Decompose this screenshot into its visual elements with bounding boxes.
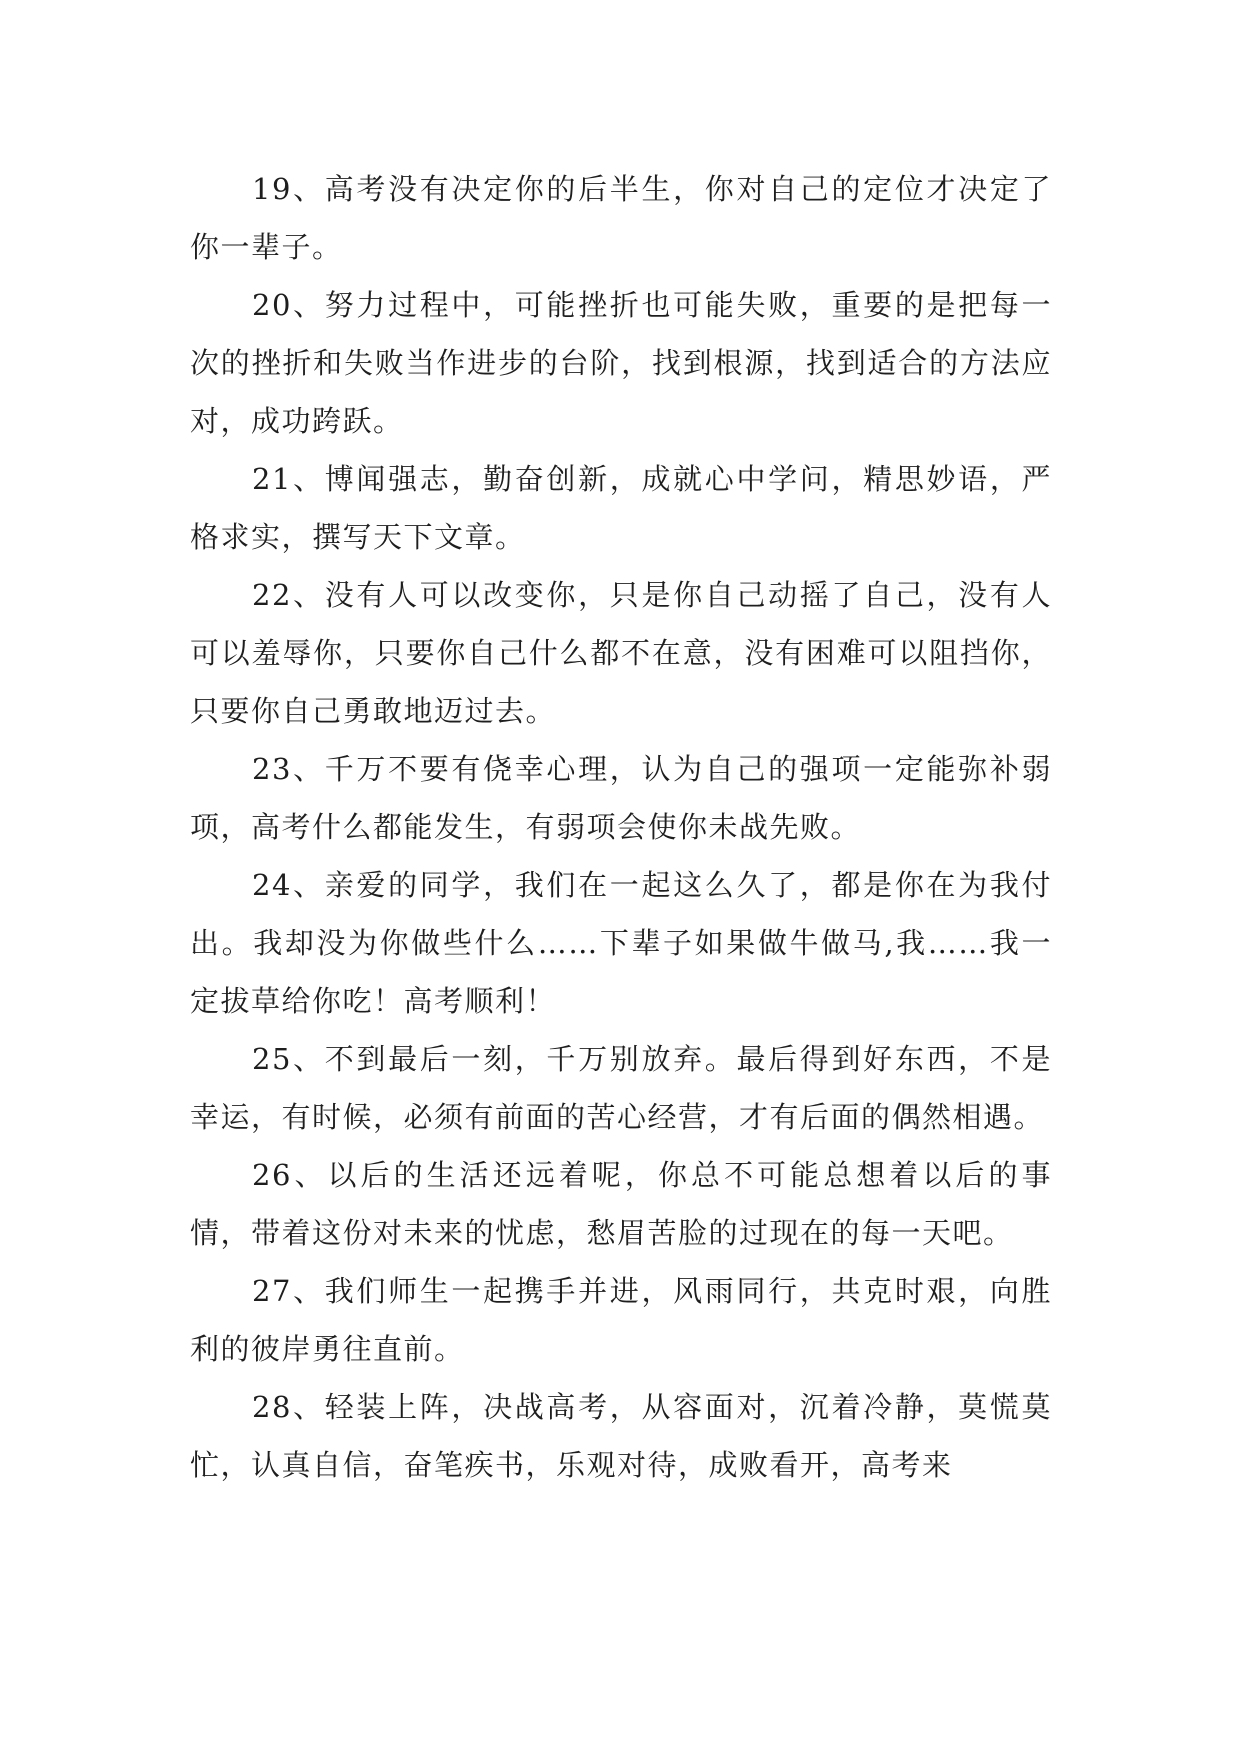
paragraph-21: 21、博闻强志，勤奋创新，成就心中学问，精思妙语，严格求实，撰写天下文章。: [190, 462, 1052, 554]
paragraph-20: 20、努力过程中，可能挫折也可能失败，重要的是把每一次的挫折和失败当作进步的台阶，找到根源，找到适合的方法应对，成功跨跃。: [190, 288, 1052, 438]
paragraph-27: 27、我们师生一起携手并进，风雨同行，共克时艰，向胜利的彼岸勇往直前。: [190, 1274, 1052, 1366]
document-body: [190, 160, 1052, 1494]
paragraph-28: 28、轻装上阵，决战高考，从容面对，沉着冷静，莫慌莫忙，认真自信，奋笔疾书，乐观对待，成败看开，高考来: [190, 1390, 1052, 1482]
paragraph-22: 22、没有人可以改变你，只是你自己动摇了自己，没有人可以羞辱你，只要你自己什么都不在意，没有困难可以阻挡你，只要你自己勇敢地迈过去。: [190, 578, 1052, 728]
paragraph-23: 23、千万不要有侥幸心理，认为自己的强项一定能弥补弱项，高考什么都能发生，有弱项会使你未战先败。: [190, 752, 1052, 844]
paragraph-26: 26、以后的生活还远着呢，你总不可能总想着以后的事情，带着这份对未来的忧虑，愁眉苦脸的过现在的每一天吧。: [190, 1158, 1052, 1250]
paragraph-19: 19、高考没有决定你的后半生，你对自己的定位才决定了你一辈子。: [190, 172, 1052, 264]
paragraph-24: 24、亲爱的同学，我们在一起这么久了，都是你在为我付出。我却没为你做些什么……下辈子如果做牛做马,我……我一定拔草给你吃！高考顺利！: [190, 868, 1052, 1018]
paragraph-25: 25、不到最后一刻，千万别放弃。最后得到好东西，不是幸运，有时候，必须有前面的苦心经营，才有后面的偶然相遇。: [190, 1042, 1052, 1134]
